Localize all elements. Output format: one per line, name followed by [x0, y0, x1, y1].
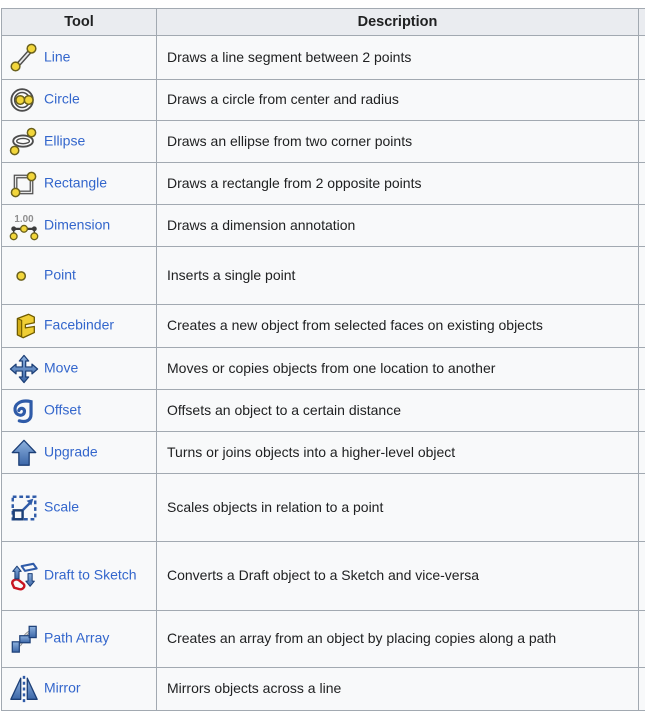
tool-description: Draws a circle from center and radius [157, 80, 639, 121]
path-array-icon[interactable] [9, 624, 39, 654]
tool-description: Creates an array from an object by placing copies along a path [157, 611, 639, 668]
tool-link[interactable]: Scale [44, 498, 80, 515]
tool-description: Draws an ellipse from two corner points [157, 121, 639, 163]
ellipse-icon[interactable] [9, 127, 39, 157]
point-icon[interactable] [9, 261, 39, 291]
cut-cell [639, 80, 645, 121]
tool-link[interactable]: Path Array [44, 629, 110, 646]
mirror-icon[interactable] [9, 674, 39, 704]
tool-link[interactable]: Draft to Sketch [44, 566, 137, 583]
column-header-description: Description [157, 9, 639, 36]
table-row [2, 36, 645, 80]
table-row [2, 247, 645, 305]
table-row [2, 305, 645, 348]
tool-cell [2, 121, 157, 163]
tool-link[interactable]: Line [44, 48, 71, 65]
table-row [2, 390, 645, 432]
table-row [2, 80, 645, 121]
cut-cell [639, 121, 645, 163]
tool-cell [2, 305, 157, 348]
facebinder-icon[interactable] [9, 311, 39, 341]
cut-cell [639, 348, 645, 390]
tool-description: Mirrors objects across a line [157, 668, 639, 711]
tool-cell [2, 432, 157, 474]
tool-link[interactable]: Dimension [44, 216, 111, 233]
tool-cell [2, 390, 157, 432]
tool-description: Moves or copies objects from one location to another [157, 348, 639, 390]
cut-cell [639, 390, 645, 432]
table-row [2, 432, 645, 474]
tool-description: Offsets an object to a certain distance [157, 390, 639, 432]
tool-cell [2, 80, 157, 121]
tool-link[interactable]: Facebinder [44, 316, 115, 333]
column-header-tool: Tool [2, 9, 157, 36]
tool-description: Inserts a single point [157, 247, 639, 305]
scale-icon[interactable] [9, 493, 39, 523]
table-row [2, 668, 645, 711]
table-row [2, 121, 645, 163]
tool-cell [2, 247, 157, 305]
table-row [2, 474, 645, 542]
cut-cell [639, 305, 645, 348]
circle-icon[interactable] [9, 85, 39, 115]
table-row [2, 205, 645, 247]
tool-description: Creates a new object from selected faces on existing objects [157, 305, 639, 348]
cut-cell [639, 163, 645, 205]
tool-description: Converts a Draft object to a Sketch and vice-versa [157, 542, 639, 611]
cut-cell [639, 542, 645, 611]
header-row [2, 9, 645, 36]
tool-description: Scales objects in relation to a point [157, 474, 639, 542]
tool-cell [2, 163, 157, 205]
cut-cell [639, 668, 645, 711]
tool-link[interactable]: Move [44, 359, 79, 376]
upgrade-icon[interactable] [9, 438, 39, 468]
cut-cell [639, 247, 645, 305]
cut-column-header [639, 9, 645, 36]
tools-table [1, 8, 645, 711]
cut-cell [639, 432, 645, 474]
tool-description: Draws a dimension annotation [157, 205, 639, 247]
tool-link[interactable]: Circle [44, 90, 80, 107]
tool-link[interactable]: Mirror [44, 679, 81, 696]
table-body [2, 36, 645, 711]
tool-description: Draws a rectangle from 2 opposite points [157, 163, 639, 205]
tool-cell [2, 205, 157, 247]
tool-cell [2, 668, 157, 711]
move-icon[interactable] [9, 354, 39, 384]
tool-cell [2, 36, 157, 80]
tool-link[interactable]: Point [44, 266, 76, 283]
cut-cell [639, 611, 645, 668]
table-row [2, 542, 645, 611]
tool-cell [2, 542, 157, 611]
cut-cell [639, 36, 645, 80]
tool-description: Draws a line segment between 2 points [157, 36, 639, 80]
tool-cell [2, 474, 157, 542]
tool-cell [2, 348, 157, 390]
dimension-icon[interactable] [9, 211, 39, 241]
offset-icon[interactable] [9, 396, 39, 426]
draft-to-sketch-icon[interactable] [9, 561, 39, 591]
tool-cell [2, 611, 157, 668]
line-icon[interactable] [9, 43, 39, 73]
cut-cell [639, 205, 645, 247]
table-row [2, 348, 645, 390]
table-row [2, 611, 645, 668]
tool-link[interactable]: Offset [44, 401, 82, 418]
tool-link[interactable]: Upgrade [44, 443, 98, 460]
tool-link[interactable]: Ellipse [44, 132, 86, 149]
tool-link[interactable]: Rectangle [44, 174, 108, 191]
cut-cell [639, 474, 645, 542]
rectangle-icon[interactable] [9, 169, 39, 199]
table-row [2, 163, 645, 205]
tool-description: Turns or joins objects into a higher-level object [157, 432, 639, 474]
